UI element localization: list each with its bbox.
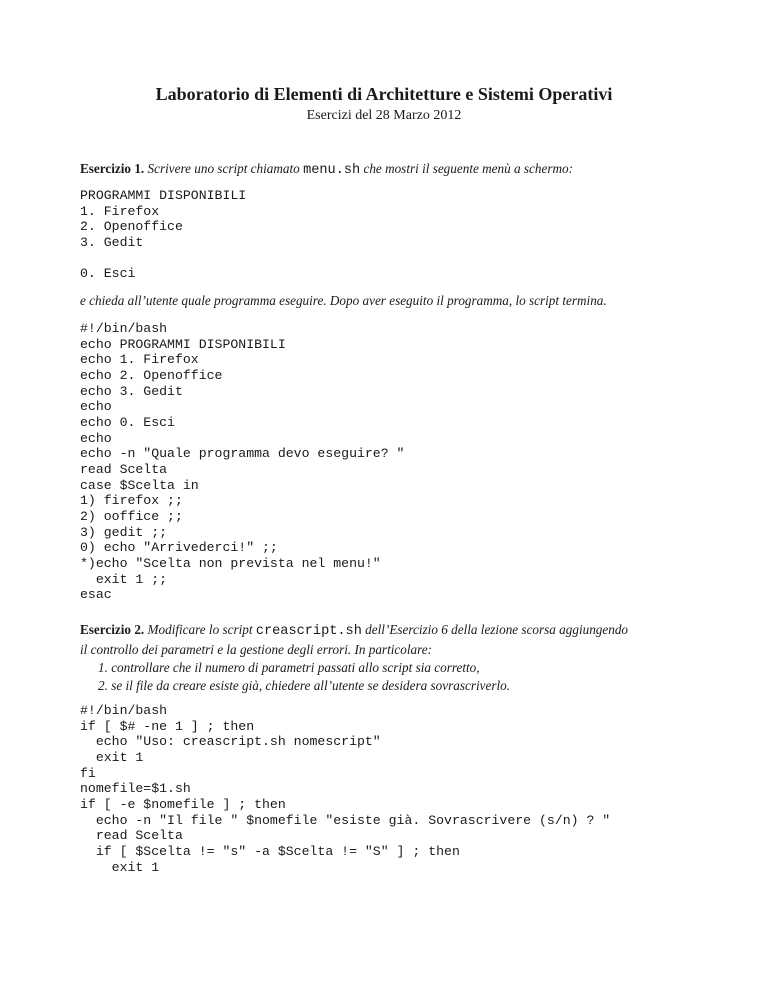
exercise-2-line-1 xyxy=(80,621,710,641)
exercise-1-text: Scrivere uno script chiamato xyxy=(147,161,300,176)
exercise-2-statement xyxy=(80,621,710,695)
exercise-2-text: Modificare lo script xyxy=(147,622,253,637)
menu-output-block: PROGRAMMI DISPONIBILI 1. Firefox 2. Openoffice 3. Gedit 0. Esci xyxy=(80,188,247,282)
exercise-2-text-cont: dell’Esercizio 6 della lezione scorsa aggiungendo xyxy=(365,622,629,637)
exercise-1-instruction: e chieda all’utente quale programma eseguire. Dopo aver eseguito il programma, lo script termina. xyxy=(80,293,607,308)
document-subtitle: Esercizi del 28 Marzo 2012 xyxy=(306,108,462,123)
exercise-1-solution-code: #!/bin/bash echo PROGRAMMI DISPONIBILI echo 1. Firefox echo 2. Openoffice echo 3. Gedit echo echo 0. Esci echo echo -n "Quale programma devo eseguire? " read Scelta case $Scelta in 1) firefox ;; 2) ooffice ;; 3) gedit ;; 0) echo "Arrivederci!" ;; *)echo "Scelta non prevista nel menu!" exit 1 ;; esac xyxy=(80,321,405,603)
exercise-2-item-2: 2. se il file da creare esiste già, chiedere all’utente se desidera sovrascriverlo. xyxy=(98,678,511,693)
document-title: Laboratorio di Elementi di Architetture e Sistemi Operativi xyxy=(155,84,613,104)
exercise-1-filename: menu.sh xyxy=(303,163,361,178)
exercise-1-label: Esercizio 1. xyxy=(80,161,145,176)
exercise-2-solution-code: #!/bin/bash if [ $# -ne 1 ] ; then echo "Uso: creascript.sh nomescript" exit 1 fi nomefile=$1.sh if [ -e $nomefile ] ; then echo -n "Il file " $nomefile "esiste già. Sovrascrivere (s/n) ? " read Scelta if [ $Scelta != "s" -a $Scelta != "S" ] ; then exit 1 xyxy=(80,703,611,875)
exercise-2-item-1: 1. controllare che il numero di parametri passati allo script sia corretto, xyxy=(98,660,480,675)
exercise-2-label: Esercizio 2. xyxy=(80,622,145,637)
exercise-2-line-2: il controllo dei parametri e la gestione degli errori. In particolare: xyxy=(80,642,432,657)
exercise-1-text-cont: che mostri il seguente menù a schermo: xyxy=(363,161,573,176)
exercise-2-filename: creascript.sh xyxy=(255,624,362,639)
exercise-1-statement xyxy=(80,160,710,180)
